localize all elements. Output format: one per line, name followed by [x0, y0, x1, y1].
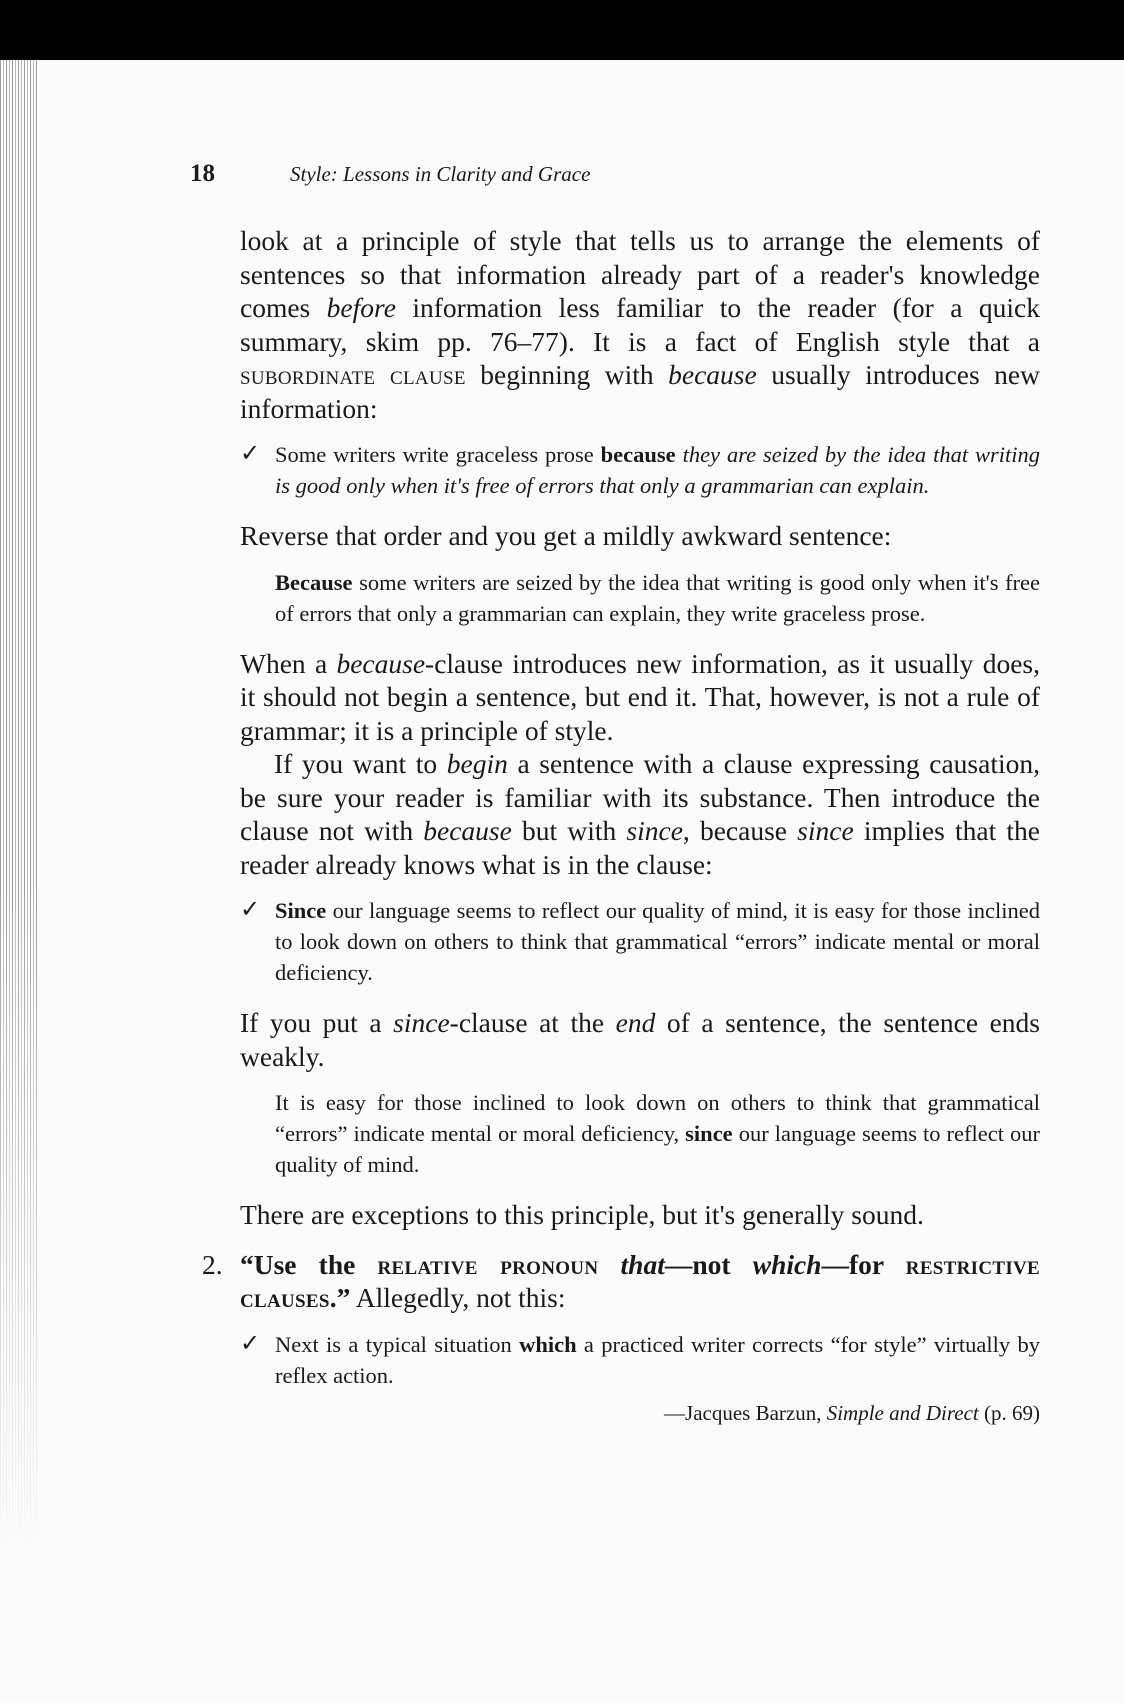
- page-header: [190, 160, 1050, 196]
- running-title: Style: Lessons in Clarity and Grace: [290, 162, 591, 186]
- example-4: It is easy for those inclined to look down on others to think that grammatical “errors” indicate mental or moral deficiency, since our language seems to reflect our quality of mind.: [275, 1090, 1040, 1177]
- numbered-item-2: [202, 1248, 1041, 1315]
- example-1: ✓ Some writers write graceless prose because they are seized by the idea that writing is good only when it's free of errors that only a grammarian can explain.: [240, 441, 1040, 498]
- item-number: 2.: [202, 1248, 223, 1280]
- paragraph-2: Reverse that order and you get a mildly awkward sentence:: [240, 520, 892, 551]
- paragraph-3: When a because-clause introduces new information, as it usually does, it should not begin a sentence, but end it. That, however, is not a rule of grammar; it is a principle of style.: [240, 647, 1040, 746]
- paragraph-4: If you want to begin a sentence with a clause expressing causation, be sure your reader is familiar with its substance. Then introduce the clause not with because but with since, because since implies that the reader already knows what is in the clause:: [240, 748, 1040, 880]
- example-2: Because some writers are seized by the idea that writing is good only when it's free of errors that only a grammarian can explain, they write graceless prose.: [275, 569, 1040, 626]
- page-number: 18: [190, 160, 215, 187]
- paragraph-6: There are exceptions to this principle, but it's generally sound.: [240, 1199, 924, 1230]
- term-subordinate-clause: subordinate clause: [240, 359, 466, 390]
- book-page: [0, 60, 1124, 1703]
- checkmark-icon: ✓: [240, 897, 261, 923]
- checkmark-icon: ✓: [240, 441, 261, 467]
- checkmark-icon: ✓: [240, 1330, 261, 1357]
- example-5: ✓ Next is a typical situation which a practiced writer corrects “for style” virtually by reflex action.: [240, 1330, 1040, 1388]
- paragraph-1: look at a principle of style that tells us to arrange the elements of sentences so that information already part of a reader's knowledge comes before information less familiar to the reader (for a quick summary, skim pp. 76–77). It is a fact of English style that a subordinate clause beginning with because usually introduces new information:: [240, 225, 1040, 424]
- item-2-text: “Use the relative pronoun that—not which—for restrictive clauses.” Allegedly, not this:: [240, 1248, 1041, 1313]
- paragraph-5: If you put a since-clause at the end of a sentence, the sentence ends weakly.: [240, 1007, 1041, 1072]
- attribution: —Jacques Barzun, Simple and Direct (p. 69): [664, 1400, 1040, 1425]
- page-body: [202, 224, 1041, 1427]
- example-3: ✓ Since our language seems to reflect our quality of mind, it is easy for those inclined to look down on others to think that grammatical “errors” indicate mental or moral deficiency.: [240, 897, 1040, 985]
- binding-edge: [0, 60, 38, 1560]
